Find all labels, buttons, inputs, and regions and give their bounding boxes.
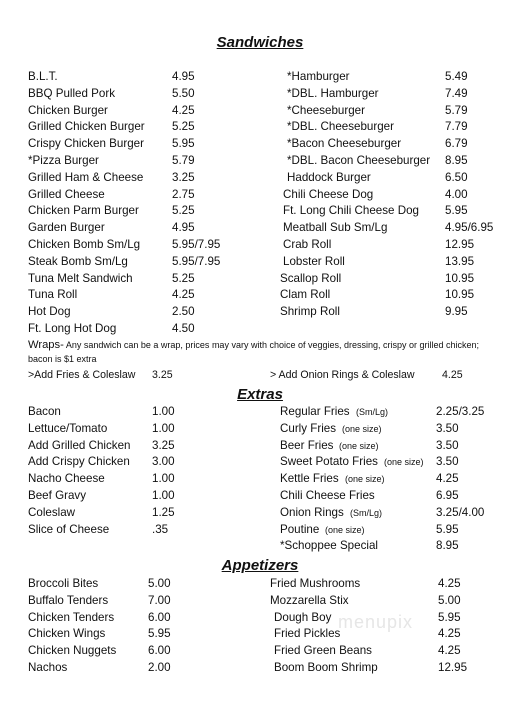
item-price: 4.95 <box>172 221 195 235</box>
item-name: Chicken Tenders <box>28 610 115 624</box>
item-note-wrap <box>345 471 385 488</box>
item-price: 1.00 <box>152 421 175 435</box>
item-name: Chicken Wings <box>28 627 106 641</box>
item-name: *Schoppee Special <box>280 539 378 553</box>
item-price: 2.50 <box>172 305 195 319</box>
addon-label: > Add Onion Rings & Coleslaw <box>270 369 415 381</box>
menu-item <box>280 522 505 539</box>
item-note-wrap <box>342 421 382 438</box>
item-size-note: (one size) <box>339 440 379 451</box>
item-price: 5.95 <box>148 627 171 641</box>
item-price: 4.25 <box>172 103 195 117</box>
item-price: 5.49 <box>445 70 468 83</box>
wraps-label: Wraps- <box>28 339 64 351</box>
sandwiches-right-column <box>280 69 498 321</box>
item-name: Lobster Roll <box>283 254 345 268</box>
item-price: 5.95 <box>436 522 459 536</box>
menu-item <box>28 170 258 187</box>
menu-item <box>280 304 498 321</box>
menu-item <box>28 119 258 136</box>
item-name: Beer Fries <box>280 438 334 452</box>
item-name: Crab Roll <box>283 237 332 251</box>
item-price: 5.79 <box>172 153 195 167</box>
menu-item <box>283 136 498 153</box>
item-price: 4.25 <box>438 577 461 590</box>
item-price: 7.00 <box>148 593 171 607</box>
item-name: Lettuce/Tomato <box>28 421 108 435</box>
menu-item <box>283 254 498 271</box>
item-name: Clam Roll <box>280 288 331 302</box>
item-name: Fried Green Beans <box>274 644 372 658</box>
item-name: Add Crispy Chicken <box>28 455 130 469</box>
item-price: 8.95 <box>436 539 459 553</box>
item-name: Haddock Burger <box>287 170 371 184</box>
item-price: 3.25 <box>152 438 175 452</box>
item-name: Grilled Chicken Burger <box>28 120 145 134</box>
item-name: Shrimp Roll <box>280 305 340 319</box>
menu-item <box>28 660 248 677</box>
menu-item <box>28 220 258 237</box>
item-size-note: (one size) <box>325 524 365 535</box>
item-name: Nachos <box>28 660 68 674</box>
menu-item <box>280 404 505 421</box>
item-name: Slice of Cheese <box>28 522 110 536</box>
menu-item <box>280 505 505 522</box>
menu-item <box>28 153 258 170</box>
menu-item <box>28 237 258 254</box>
item-name: Meatball Sub Sm/Lg <box>283 221 388 235</box>
item-name: Chicken Bomb Sm/Lg <box>28 237 141 251</box>
item-price: 5.25 <box>172 271 195 285</box>
item-name: Poutine <box>280 522 320 536</box>
menu-item <box>280 538 505 555</box>
item-name: Onion Rings <box>280 505 344 519</box>
item-name: BBQ Pulled Pork <box>28 86 115 100</box>
item-price: 5.95/7.95 <box>172 237 221 251</box>
item-price: 1.00 <box>152 488 175 502</box>
item-price: 1.00 <box>152 472 175 486</box>
menu-item <box>280 471 505 488</box>
menu-item <box>28 321 258 338</box>
menu-item <box>28 505 248 522</box>
item-name: Beef Gravy <box>28 488 86 502</box>
item-price: 3.00 <box>152 455 175 469</box>
menu-item <box>270 660 500 677</box>
item-price: 12.95 <box>438 660 468 674</box>
item-name: Grilled Cheese <box>28 187 105 201</box>
item-name: Chili Cheese Fries <box>280 488 375 502</box>
menu-item <box>283 203 498 220</box>
item-price: 5.00 <box>438 593 461 607</box>
menu-item <box>283 170 498 187</box>
menu-item <box>280 421 505 438</box>
item-price: 12.95 <box>445 237 475 251</box>
extras-left-column <box>28 404 248 538</box>
menu-item <box>283 153 498 170</box>
menu-item <box>28 626 248 643</box>
item-name: *Cheeseburger <box>287 103 365 117</box>
menu-item <box>28 103 258 120</box>
menu-item <box>28 404 248 421</box>
item-name: Garden Burger <box>28 221 105 235</box>
item-price: 2.75 <box>172 187 195 201</box>
item-price: 7.79 <box>445 120 468 134</box>
item-price: 4.95 <box>172 70 195 83</box>
item-price: 5.25 <box>172 204 195 218</box>
item-name: Fried Pickles <box>274 627 341 641</box>
item-name: Hot Dog <box>28 305 71 319</box>
watermark: menupix <box>338 612 414 632</box>
menu-item <box>280 287 498 304</box>
item-note-wrap <box>350 505 382 522</box>
menu-item <box>28 610 248 627</box>
item-price: 1.00 <box>152 405 175 418</box>
item-price: 4.25 <box>172 288 195 302</box>
menu-item <box>28 304 258 321</box>
item-price: 4.50 <box>172 321 195 335</box>
addon-price: 4.25 <box>442 369 463 381</box>
item-size-note: (one size) <box>345 474 385 485</box>
item-name: Nacho Cheese <box>28 472 105 486</box>
menu-item <box>28 522 248 539</box>
item-price: 3.50 <box>436 438 459 452</box>
item-name: Add Grilled Chicken <box>28 438 131 452</box>
item-name: Tuna Melt Sandwich <box>28 271 133 285</box>
item-name: Regular Fries <box>280 405 350 418</box>
item-name: Chicken Parm Burger <box>28 204 139 218</box>
item-name: Tuna Roll <box>28 288 78 302</box>
menu-item <box>28 187 258 204</box>
item-price: 5.50 <box>172 86 195 100</box>
item-name: Fried Mushrooms <box>270 577 361 590</box>
item-name: Boom Boom Shrimp <box>274 660 378 674</box>
item-size-note: (one size) <box>342 423 382 434</box>
item-name: Curly Fries <box>280 421 337 435</box>
item-name: *Bacon Cheeseburger <box>287 137 402 151</box>
menu-item <box>280 488 505 505</box>
item-price: 13.95 <box>445 254 475 268</box>
item-size-note: (Sm/Lg) <box>350 507 383 518</box>
extras-right-column <box>280 404 505 555</box>
item-price: 5.95/7.95 <box>172 254 221 268</box>
menu-item <box>28 576 248 593</box>
menu-item <box>28 203 258 220</box>
item-note-wrap <box>325 522 365 539</box>
item-price: 1.25 <box>152 505 175 519</box>
item-name: Mozzarella Stix <box>270 593 349 607</box>
menu-item <box>28 643 248 660</box>
appetizers-heading: Appetizers <box>221 557 299 574</box>
menu-item <box>270 576 500 593</box>
item-name: *Hamburger <box>287 70 350 83</box>
item-price: 2.25/3.25 <box>436 405 485 418</box>
item-price: 7.49 <box>445 86 468 100</box>
item-name: Kettle Fries <box>280 472 339 486</box>
item-price: 4.25 <box>438 644 461 658</box>
item-price: 10.95 <box>445 271 475 285</box>
menu-item <box>28 86 258 103</box>
item-name: Crispy Chicken Burger <box>28 137 144 151</box>
item-price: 4.00 <box>445 187 468 201</box>
menu-item <box>28 438 248 455</box>
menu-item <box>28 471 248 488</box>
menu-item <box>28 271 258 288</box>
item-price: 6.00 <box>148 644 171 658</box>
sandwiches-heading: Sandwiches <box>216 34 304 51</box>
item-size-note: (one size) <box>384 457 424 468</box>
menu-item <box>28 593 248 610</box>
item-name: B.L.T. <box>28 70 58 83</box>
item-price: 4.25 <box>438 627 461 641</box>
item-name: Broccoli Bites <box>28 577 99 590</box>
item-price: 6.50 <box>445 170 468 184</box>
item-note-wrap <box>384 454 424 471</box>
wraps-text: Any sandwich can be a wrap, prices may vary with choice of veggies, dressing, crispy or grilled chicken; bacon is $1 extra <box>28 340 480 364</box>
addon-fries-coleslaw <box>28 369 228 381</box>
menu-item <box>28 421 248 438</box>
item-price: 5.00 <box>148 577 171 590</box>
menu-item <box>283 187 498 204</box>
item-name: *DBL. Cheeseburger <box>287 120 394 134</box>
item-name: Steak Bomb Sm/Lg <box>28 254 128 268</box>
menu-item <box>283 86 498 103</box>
item-name: Buffalo Tenders <box>28 593 109 607</box>
item-name: Bacon <box>28 405 61 418</box>
menu-item <box>28 454 248 471</box>
item-name: Ft. Long Chili Cheese Dog <box>283 204 419 218</box>
item-price: 5.79 <box>445 103 468 117</box>
item-price: 3.50 <box>436 421 459 435</box>
item-note-wrap <box>339 438 379 455</box>
item-price: 5.95 <box>172 137 195 151</box>
menu-item <box>280 271 498 288</box>
item-name: Dough Boy <box>274 610 332 624</box>
menu-item <box>280 454 505 471</box>
extras-heading: Extras <box>237 386 283 403</box>
addon-onion-rings-coleslaw <box>270 369 500 381</box>
item-name: Coleslaw <box>28 505 76 519</box>
item-name: *DBL. Bacon Cheeseburger <box>287 153 431 167</box>
sandwiches-left-column <box>28 69 258 338</box>
addon-label: >Add Fries & Coleslaw <box>28 369 136 381</box>
item-price: 3.50 <box>436 455 459 469</box>
item-name: *Pizza Burger <box>28 153 99 167</box>
item-price: 10.95 <box>445 288 475 302</box>
item-price: 3.25 <box>172 170 195 184</box>
appetizers-left-column <box>28 576 248 677</box>
item-price: 5.95 <box>445 204 468 218</box>
item-price: 6.79 <box>445 137 468 151</box>
menu-item <box>28 254 258 271</box>
item-price: 4.25 <box>436 472 459 486</box>
item-size-note: (Sm/Lg) <box>356 407 389 417</box>
item-price: 6.95 <box>436 488 459 502</box>
item-price: 2.00 <box>148 660 171 674</box>
item-price: 9.95 <box>445 305 468 319</box>
menu-item <box>280 438 505 455</box>
item-price: 5.95 <box>438 610 461 624</box>
item-price: 8.95 <box>445 153 468 167</box>
menu-item <box>28 287 258 304</box>
item-name: Sweet Potato Fries <box>280 455 378 469</box>
item-name: Grilled Ham & Cheese <box>28 170 144 184</box>
menu-item <box>270 643 500 660</box>
menu-item <box>283 69 498 86</box>
item-name: Chili Cheese Dog <box>283 187 374 201</box>
wraps-note <box>28 338 498 366</box>
item-name: Chicken Burger <box>28 103 108 117</box>
item-price: 4.95/6.95 <box>445 221 494 235</box>
item-price: 5.25 <box>172 120 195 134</box>
item-name: Ft. Long Hot Dog <box>28 321 117 335</box>
menu-item <box>270 593 500 610</box>
menu-item <box>283 103 498 120</box>
menu-item <box>283 237 498 254</box>
item-price: .35 <box>152 522 169 536</box>
menu-item <box>28 136 258 153</box>
menu-item <box>28 69 258 86</box>
item-note-wrap <box>356 404 388 421</box>
item-price: 3.25/4.00 <box>436 505 485 519</box>
menu-item <box>283 220 498 237</box>
addon-price: 3.25 <box>152 369 173 381</box>
item-name: *DBL. Hamburger <box>287 86 379 100</box>
item-name: Scallop Roll <box>280 271 342 285</box>
item-name: Chicken Nuggets <box>28 644 117 658</box>
menu-item <box>28 488 248 505</box>
menu-item <box>283 119 498 136</box>
item-price: 6.00 <box>148 610 171 624</box>
